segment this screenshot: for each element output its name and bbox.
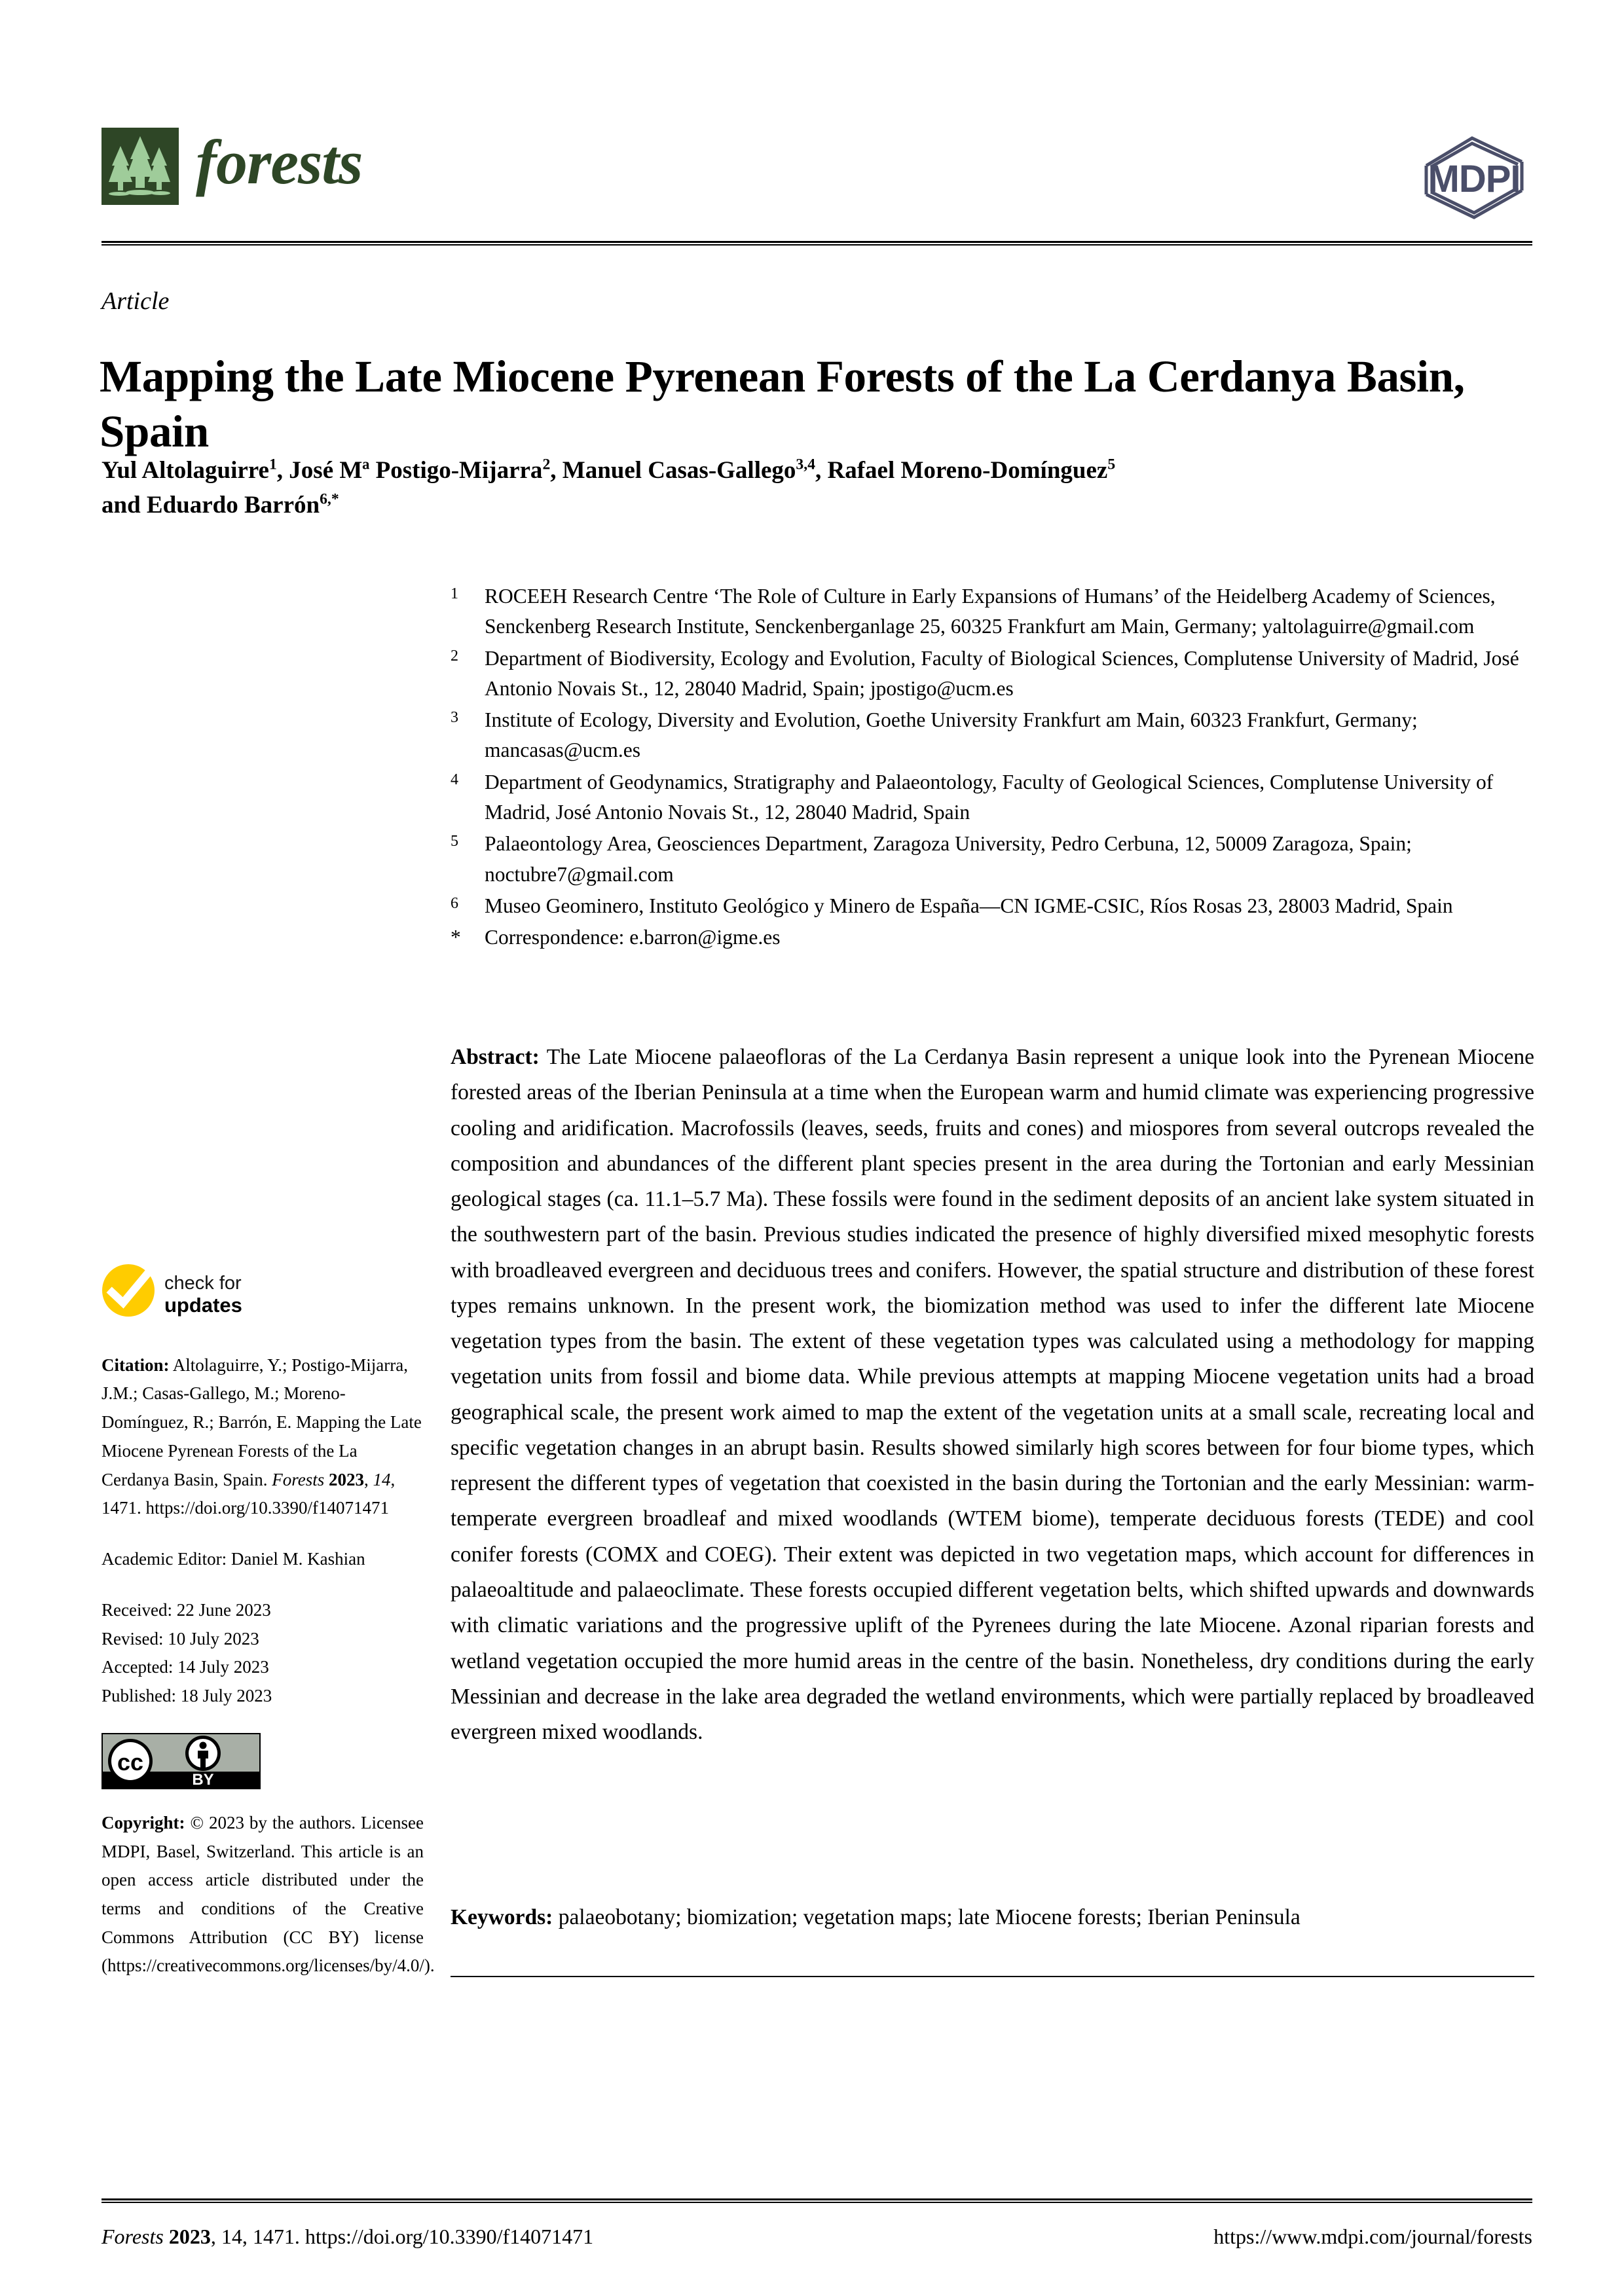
author-affiliation-ref: 5: [1107, 456, 1116, 473]
footer-year: 2023: [168, 2225, 211, 2248]
author-affiliation-ref: 1: [268, 456, 277, 473]
svg-text:MDPI: MDPI: [1428, 158, 1521, 200]
author-affiliation-ref: 3,4: [796, 456, 816, 473]
check-for-updates-badge[interactable]: [101, 1264, 424, 1326]
citation-volume: 14: [373, 1469, 391, 1489]
affiliation-number: 5: [451, 833, 458, 850]
affiliation-text: Museo Geominero, Instituto Geológico y Minero de España—CN IGME-CSIC, Ríos Rosas 23, 28003 Madrid, Spain: [485, 894, 1453, 917]
affiliation-item: [451, 767, 1534, 828]
affiliation-number: 6: [451, 894, 458, 912]
check-for-updates-line1: check for: [164, 1273, 242, 1294]
footer-citation-rest: , 14, 1471. https://doi.org/10.3390/f14071471: [210, 2225, 594, 2248]
affiliation-number: 1: [451, 585, 458, 602]
affiliation-list: [451, 581, 1534, 955]
footer-divider: [101, 2198, 1532, 2203]
affiliation-item: [451, 581, 1534, 642]
page-header: [101, 128, 1532, 232]
author-list: Yul Altolaguirre$^1$, José Mª Postigo-Mijarra$^2$, Manuel Casas-Gallego$^{3,4}$, Rafael Moreno-Domínguez$^5$ and Eduardo Barrón$^{6,*}$: [101, 456, 1116, 519]
affiliation-number: 2: [451, 647, 458, 665]
forest-trees-icon: [101, 128, 179, 205]
check-for-updates-label: [164, 1273, 242, 1316]
academic-editor: Academic Editor: Daniel M. Kashian: [101, 1549, 365, 1569]
citation-label: Citation:: [101, 1355, 170, 1375]
page-footer: [101, 2225, 1532, 2249]
citation-doi-link[interactable]: https://doi.org/10.3390/f14071471: [145, 1498, 390, 1518]
abstract-section: [451, 1040, 1534, 1750]
correspondence-marker: *: [451, 926, 461, 949]
check-for-updates-icon: [101, 1264, 155, 1326]
date-accepted: Accepted: 14 July 2023: [101, 1657, 269, 1677]
author-affiliation-ref: 6,*: [320, 490, 339, 508]
date-published: Published: 18 July 2023: [101, 1686, 272, 1706]
citation-journal: Forests: [272, 1469, 325, 1489]
date-received: Received: 22 June 2023: [101, 1599, 271, 1620]
sidebar: [101, 1264, 435, 2003]
affiliation-item: [451, 829, 1534, 890]
footer-journal-name: Forests: [101, 2225, 164, 2248]
copyright-block: [101, 1809, 435, 1980]
affiliation-item: [451, 891, 1534, 921]
author-affiliation-ref: 2: [542, 456, 551, 473]
author-name: Eduardo Barrón: [146, 492, 320, 519]
publication-dates: [101, 1596, 424, 1711]
mdpi-hexagon-logo: [1416, 134, 1532, 224]
article-type-label: Article: [101, 287, 170, 315]
author-name: Yul Altolaguirre: [101, 457, 269, 484]
affiliation-text: Department of Geodynamics, Stratigraphy and Palaeontology, Faculty of Geological Sciences, Complutense University of Madrid, José Antonio Novais St., 12, 28040 Madrid, Spain: [485, 770, 1494, 824]
header-divider: [101, 241, 1532, 246]
date-revised: Revised: 10 July 2023: [101, 1628, 259, 1649]
abstract-divider: [451, 1976, 1534, 1977]
citation-year: 2023: [328, 1469, 364, 1489]
affiliation-text: ROCEEH Research Centre ‘The Role of Culture in Early Expansions of Humans’ of the Heidelberg Academy of Sciences, Senckenberg Research Institute, Senckenberganlage 25, 60325 Frankfurt am Main, Germany; yaltolaguirre@gmail.com: [485, 585, 1496, 638]
abstract-text: The Late Miocene palaeofloras of the La Cerdanya Basin represent a unique look into the Pyrenean Miocene forested areas of the Iberian Peninsula at a time when the European warm and humid climate was experiencing progressive cooling and aridification. Macrofossils (leaves, seeds, fruits and cones) and miospores from several outcrops revealed the composition and abundances of the different plant species present in the area during the Tortonian and early Messinian geological stages (ca. 11.1–5.7 Ma). These fossils were found in the sediment deposits of an ancient lake system situated in the southwestern part of the basin. Previous studies indicated the presence of highly diversified mixed mesophytic forests with broadleaved evergreen and deciduous trees and conifers. However, the spatial structure and distribution of these forest types remains unknown. In the present work, the biomization method was used to infer the different late Miocene vegetation types from the basin. The extent of these vegetation types was calculated using a methodology for mapping vegetation units from fossil and biome data. While previous attempts at mapping Miocene vegetation units had a broad geographical scale, the present work aimed to map the extent of the vegetation units at a small scale, recreating local and specific vegetation changes in an abrupt basin. Results showed similarly high scores between for four biome types, which represent the different types of vegetation that coexisted in the basin during the Tortonian and the early Messinian: warm-temperate evergreen broadleaf and mixed woodlands (WTEM biome), temperate deciduous forests (TEDE) and cool conifer forests (COMX and COEG). Their extent was depicted in two vegetation maps, which account for differences in palaeoaltitude and palaeoclimate. These forests occupied different vegetation belts, which shifted upwards and downwards with climatic variations and the progressive uplift of the Pyrenees during the late Miocene. Azonal riparian forests and wetland vegetation occupied the more humid areas in the centre of the basin. Nonetheless, dry conditions during the early Messinian and decrease in the lake area degraded the wetland environments, which were partially replaced by broadleaved evergreen mixed woodlands.: [451, 1045, 1534, 1745]
author-name: Manuel Casas-Gallego: [562, 457, 796, 484]
author-name: José Mª Postigo-Mijarra: [289, 457, 543, 484]
author-name: Rafael Moreno-Domínguez: [827, 457, 1108, 484]
affiliation-number: 3: [451, 709, 458, 727]
keywords-section: [451, 1900, 1534, 1935]
affiliation-item: [451, 644, 1534, 704]
journal-name: forests: [196, 127, 363, 197]
check-for-updates-line2: updates: [164, 1293, 242, 1317]
svg-text:BY: BY: [192, 1770, 214, 1789]
keywords-label: Keywords:: [451, 1905, 553, 1929]
affiliation-item: [451, 705, 1534, 766]
footer-citation: [101, 2225, 593, 2249]
creative-commons-by-icon[interactable]: [101, 1733, 261, 1789]
affiliation-number: 4: [451, 771, 458, 788]
citation-block: Citation: Altolaguirre, Y.; Postigo-Mijarra, J.M.; Casas-Gallego, M.; Moreno-Domínguez, R.; Barrón, E. Mapping the Late Miocene Pyrenean Forests of the La Cerdanya Basin, Spain. Forests 2023, 14, 1471. https://doi.org/10.3390/f14071471: [101, 1355, 422, 1518]
affiliation-text: Palaeontology Area, Geosciences Department, Zaragoza University, Pedro Cerbuna, 12, 50009 Zaragoza, Spain; noctubre7@gmail.com: [485, 832, 1412, 886]
copyright-label: Copyright:: [101, 1812, 185, 1832]
affiliation-text: Department of Biodiversity, Ecology and Evolution, Faculty of Biological Sciences, Complutense University of Madrid, José Antonio Novais St., 12, 28040 Madrid, Spain; jpostigo@ucm.es: [485, 646, 1519, 700]
correspondence-text: Correspondence: e.barron@igme.es: [485, 926, 781, 949]
affiliation-text: Institute of Ecology, Diversity and Evolution, Goethe University Frankfurt am Main, 60323 Frankfurt, Germany; mancasas@ucm.es: [485, 708, 1418, 762]
svg-text:cc: cc: [117, 1748, 144, 1776]
journal-brand: [101, 128, 362, 205]
correspondence-item: [451, 922, 1534, 953]
citation-article-number: , 1471.: [101, 1469, 396, 1518]
abstract-label: Abstract:: [451, 1045, 540, 1069]
keywords-text: palaeobotany; biomization; vegetation maps; late Miocene forests; Iberian Peninsula: [553, 1905, 1301, 1929]
page-title: Mapping the Late Miocene Pyrenean Forests of the La Cerdanya Basin, Spain: [100, 352, 1465, 456]
copyright-text: © 2023 by the authors. Licensee MDPI, Basel, Switzerland. This article is an open access article distributed under the terms and conditions of the Creative Commons Attribution (CC BY) license (https://creativecommons.org/licenses/by/4.0/).: [101, 1812, 435, 1976]
citation-authors: Altolaguirre, Y.; Postigo-Mijarra, J.M.; Casas-Gallego, M.; Moreno-Domínguez, R.; Barrón, E. Mapping the Late Miocene Pyrenean Forests of the La Cerdanya Basin, Spain.: [101, 1355, 422, 1489]
footer-journal-url[interactable]: https://www.mdpi.com/journal/forests: [1213, 2225, 1532, 2248]
